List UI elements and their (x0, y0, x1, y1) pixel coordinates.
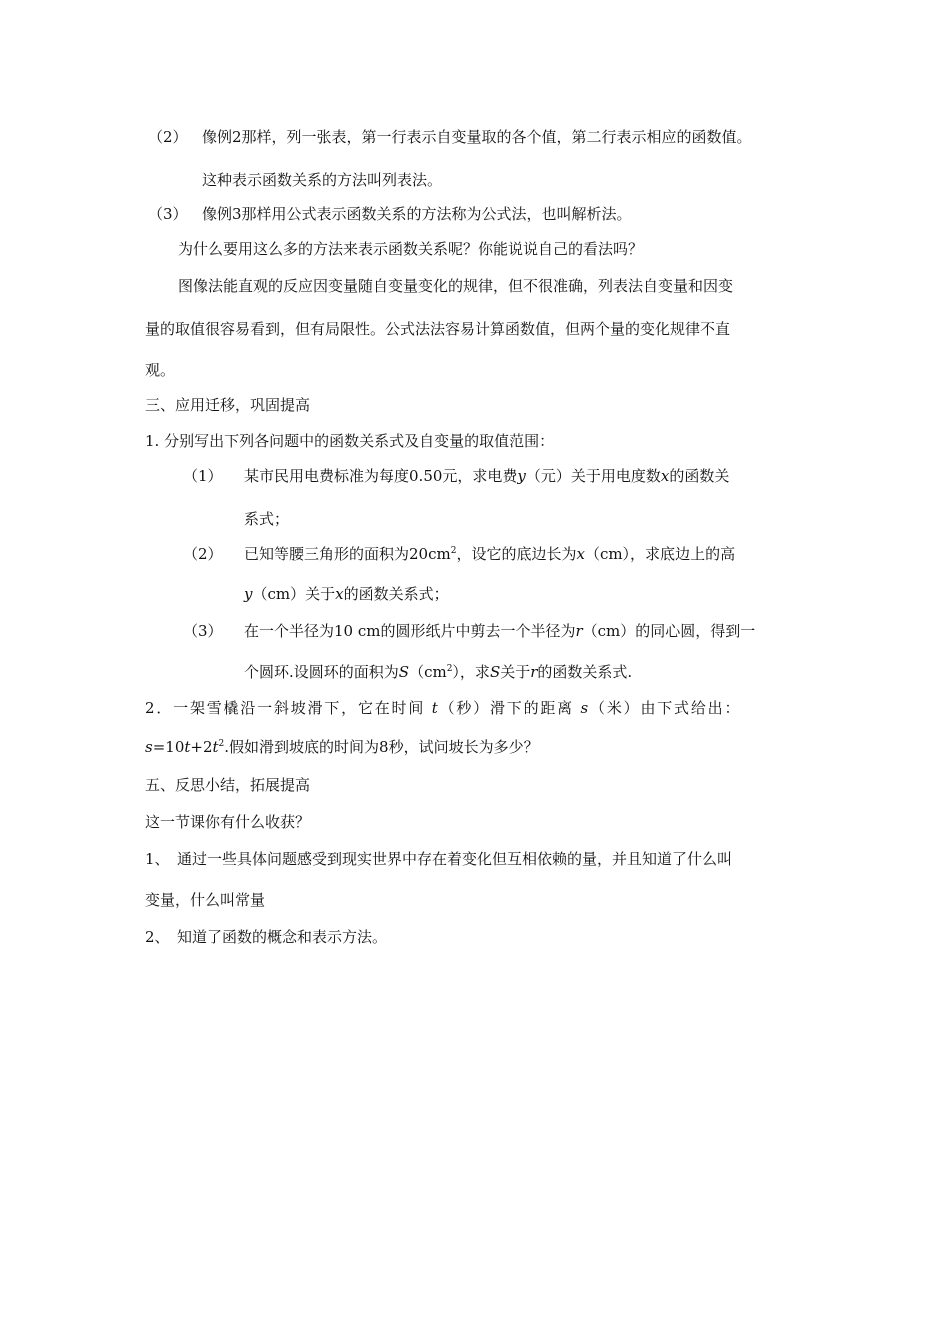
var-t: t (431, 699, 440, 717)
question-2-line-a (145, 698, 741, 718)
summary-point-1-text: 通过一些具体问题感受到现实世界中存在着变化但互相依赖的量，并且知道了什么叫 (177, 850, 733, 868)
answer-text-b: 量的取值很容易看到，但有局限性。公式法法容易计算函数值，但两个量的变化规律不直 (145, 320, 731, 338)
method-3-number: （3） (148, 205, 188, 223)
question-1-1-number: （1） (183, 467, 223, 485)
var-S: S (489, 663, 501, 681)
q1-3-text-2: （cm）的同心圆，得到一 (582, 622, 756, 640)
var-t: t (184, 738, 191, 756)
method-3-line (148, 204, 632, 224)
q1-1-text-1: 某市民用电费标准为每度0.50元，求电费 (244, 467, 518, 485)
section-3-heading (145, 395, 310, 415)
q1-3-text-1: 在一个半径为10 cm的圆形纸片中剪去一个半径为 (244, 622, 576, 640)
method-2-line-a (148, 127, 752, 147)
method-2-line-b (202, 170, 442, 190)
section-5-heading-text: 五、反思小结，拓展提高 (145, 776, 311, 794)
var-x: x (576, 545, 585, 563)
method-2-number: （2） (148, 128, 188, 146)
answer-text-c: 观。 (145, 361, 176, 379)
question-2-line-b (145, 737, 539, 757)
question-1-1-line-a (183, 466, 729, 486)
q1-2-text-2: ，设它的底边长为 (456, 545, 577, 563)
var-x: x (335, 585, 344, 603)
summary-point-1-number: 1、 (145, 850, 170, 868)
question-1-2-line-b (244, 584, 449, 604)
answer-line-a (178, 276, 733, 296)
question-line (178, 239, 643, 259)
var-t: t (212, 738, 219, 756)
answer-line-b (145, 319, 730, 339)
q1-1-text-3: 的函数关 (669, 467, 730, 485)
answer-line-c (145, 360, 175, 380)
q1-3-text-7: 的函数关系式. (537, 663, 633, 681)
question-1-3-line-a (183, 621, 755, 641)
var-s: s (145, 738, 153, 756)
q1-2-text-3: （cm），求底边上的高 (584, 545, 736, 563)
var-s: s (580, 699, 591, 717)
question-1-stem-text: 1. 分别写出下列各问题中的函数关系式及自变量的取值范围： (145, 432, 555, 450)
summary-prompt-text: 这一节课你有什么收获？ (145, 813, 311, 831)
var-r: r (530, 663, 538, 681)
question-1-2-number: （2） (183, 545, 223, 563)
section-3-heading-text: 三、应用迁移，巩固提高 (145, 396, 311, 414)
answer-text-a: 图像法能直观的反应因变量随自变量变化的规律，但不很准确，列表法自变量和因变 (178, 277, 734, 295)
var-S: S (398, 663, 410, 681)
q1-1-text-4: 系式； (244, 510, 290, 528)
q1-3-text-3: 个圆环.设圆环的面积为 (244, 663, 399, 681)
summary-point-2-number: 2、 (145, 928, 170, 946)
q2-text-2: （秒）滑下的距离 (439, 699, 574, 717)
q1-2-text-1: 已知等腰三角形的面积为20cm (244, 545, 451, 563)
method-2-text-cont: 这种表示函数关系的方法叫列表法。 (202, 171, 443, 189)
summary-point-2-text: 知道了函数的概念和表示方法。 (177, 928, 388, 946)
q2-text-1: 2．一架雪橇沿一斜坡滑下，它在时间 (145, 699, 426, 717)
section-5-heading (145, 775, 310, 795)
summary-prompt (145, 812, 310, 832)
q2-text-3: （米）由下式给出： (590, 699, 742, 717)
q1-3-text-5: ），求 (452, 663, 490, 681)
formula-part-1: =10 (152, 738, 185, 756)
superscript: 2 (218, 739, 225, 749)
var-y: y (244, 585, 253, 603)
summary-point-2-line (145, 927, 387, 947)
summary-point-1-text-cont: 变量，什么叫常量 (145, 891, 266, 909)
q1-2-text-4: （cm）关于 (252, 585, 336, 603)
var-y: y (517, 467, 526, 485)
question-text: 为什么要用这么多的方法来表示函数关系呢？你能说说自己的看法吗？ (178, 240, 644, 258)
question-1-3-number: （3） (183, 622, 223, 640)
formula-part-2: +2 (190, 738, 213, 756)
question-1-stem (145, 431, 554, 451)
summary-point-1-line-a (145, 849, 732, 869)
question-1-3-line-b (244, 662, 632, 682)
method-3-text: 像例3那样用公式表示函数关系的方法称为公式法，也叫解析法。 (202, 205, 632, 223)
question-1-2-line-a (183, 544, 735, 564)
var-r: r (575, 622, 583, 640)
q1-3-text-4: （cm (409, 663, 447, 681)
superscript: 2 (446, 664, 453, 674)
q1-3-text-6: 关于 (500, 663, 531, 681)
question-1-1-line-b (244, 509, 289, 529)
q1-1-text-2: （元）关于用电度数 (525, 467, 661, 485)
superscript: 2 (450, 546, 457, 556)
q2-text-4: .假如滑到坡底的时间为8秒，试问坡长为多少？ (224, 738, 539, 756)
var-x: x (660, 467, 670, 485)
method-2-text: 像例2那样，列一张表，第一行表示自变量取的各个值，第二行表示相应的函数值。 (202, 128, 752, 146)
q1-2-text-5: 的函数关系式； (343, 585, 449, 603)
summary-point-1-line-b (145, 890, 265, 910)
